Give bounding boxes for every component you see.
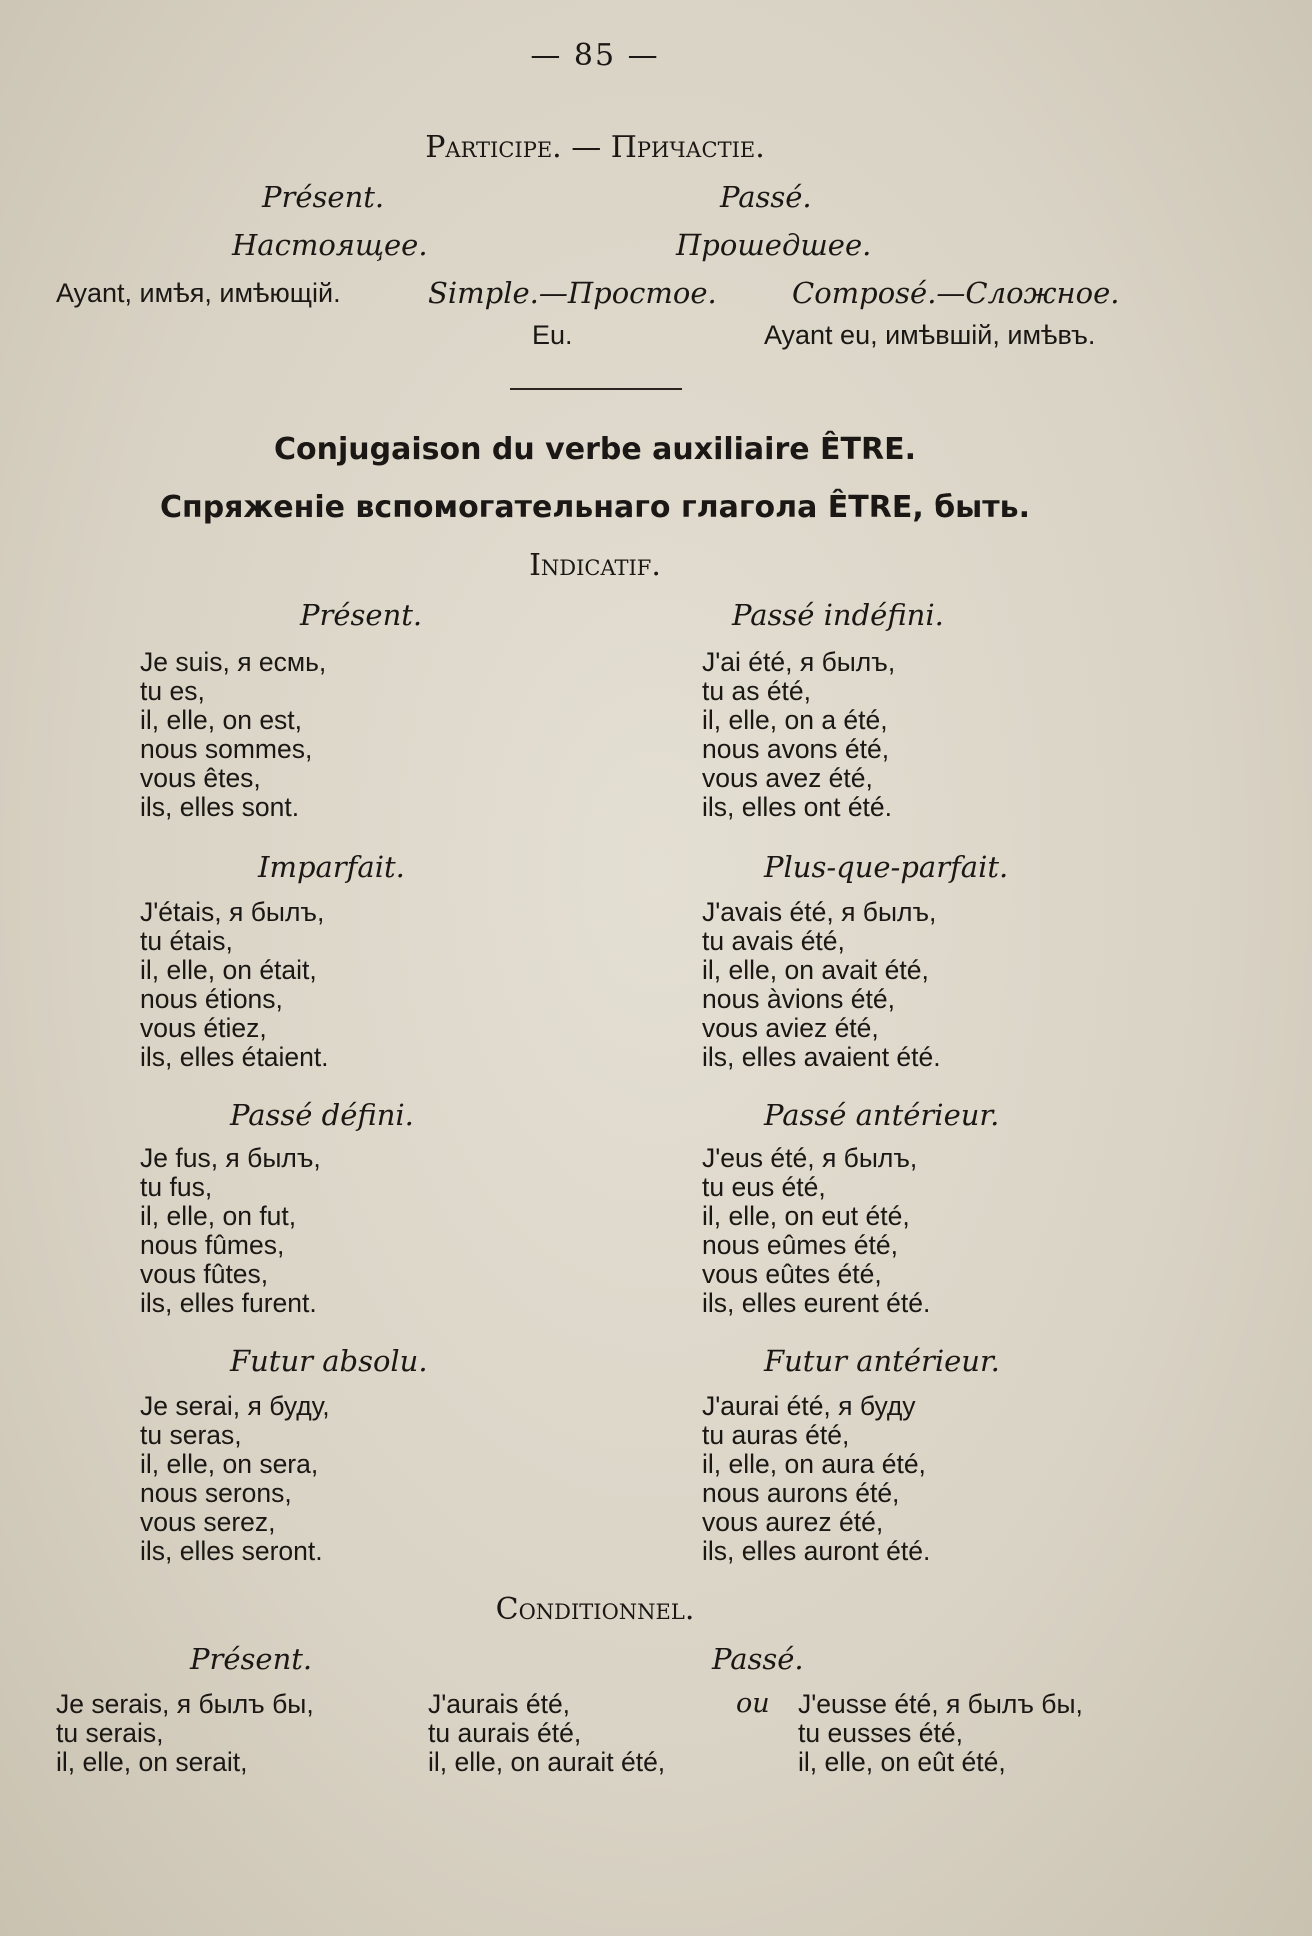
conjugation-line: tu auras été, bbox=[702, 1420, 850, 1450]
conjugation-line: tu aurais été, bbox=[428, 1718, 582, 1748]
conjugation-line: nous fûmes, bbox=[140, 1230, 285, 1260]
conjugation-line: ils, elles seront. bbox=[140, 1536, 323, 1566]
conjugation-line: nous sommes, bbox=[140, 734, 313, 764]
conjugation-line: Je serai, я буду, bbox=[140, 1391, 330, 1421]
conjugation-line: il, elle, on avait été, bbox=[702, 955, 929, 985]
participle-heading: Participe. — Причастіе. bbox=[425, 130, 765, 165]
conjugation-line: tu es, bbox=[140, 676, 205, 706]
conjugation-line: tu as été, bbox=[702, 676, 812, 706]
conjugation-line: vous fûtes, bbox=[140, 1259, 269, 1289]
conjugation-line: Je suis, я есмь, bbox=[140, 647, 327, 677]
conjugation-line: J'aurai été, я буду bbox=[702, 1391, 916, 1421]
conjugation-line: nous avons été, bbox=[702, 734, 890, 764]
conditionnel-ou: ou bbox=[736, 1688, 770, 1719]
conjugation-line: il, elle, on sera, bbox=[140, 1449, 319, 1479]
conjugation-line: ils, elles ont été. bbox=[702, 792, 893, 822]
participle-compose-label: Composé.—Сложное. bbox=[792, 276, 1120, 310]
conjugation-line: J'eus été, я былъ, bbox=[702, 1143, 918, 1173]
conditionnel-present-block bbox=[56, 1690, 314, 1777]
conditionnel-present-label: Présent. bbox=[190, 1642, 313, 1676]
conjugation-line: vous aurez été, bbox=[702, 1507, 884, 1537]
conjugation-line: il, elle, on fut, bbox=[140, 1201, 297, 1231]
conjugation-title-ru: Спряженіе вспомогательнаго глагола ÊTRE, быть. bbox=[159, 490, 1031, 525]
conditionnel-passe-label: Passé. bbox=[712, 1642, 804, 1676]
conjugation-line: vous eûtes été, bbox=[702, 1259, 882, 1289]
conjugation-line: vous êtes, bbox=[140, 763, 261, 793]
tense-label-passe-defini: Passé défini. bbox=[230, 1098, 414, 1132]
conjugation-line: Je serais, я былъ бы, bbox=[56, 1689, 314, 1719]
conjugation-line: ils, elles sont. bbox=[140, 792, 300, 822]
conjugation-line: ils, elles avaient été. bbox=[702, 1042, 941, 1072]
participle-passe-ru: Прошедшее. bbox=[676, 228, 872, 262]
tense-block-plus-que-parfait bbox=[702, 898, 941, 1072]
tense-label-futur-anterieur: Futur antérieur. bbox=[764, 1344, 1000, 1378]
conjugation-title-fr: Conjugaison du verbe auxiliaire ÊTRE. bbox=[274, 432, 916, 467]
conjugation-line: ils, elles étaient. bbox=[140, 1042, 329, 1072]
tense-block-imparfait bbox=[140, 898, 329, 1072]
conjugation-line: vous aviez été, bbox=[702, 1013, 879, 1043]
conjugation-line: vous étiez, bbox=[140, 1013, 267, 1043]
participle-simple-form: Eu. bbox=[532, 320, 573, 350]
conjugation-line: vous avez été, bbox=[702, 763, 873, 793]
conjugation-line: J'ai été, я былъ, bbox=[702, 647, 896, 677]
conjugation-line: J'étais, я былъ, bbox=[140, 897, 325, 927]
conditionnel-passe-block-1 bbox=[428, 1690, 665, 1777]
conjugation-line: vous serez, bbox=[140, 1507, 276, 1537]
conjugation-line: nous aurons été, bbox=[702, 1478, 900, 1508]
tense-block-passe-anterieur bbox=[702, 1144, 930, 1318]
tense-block-passe-indefini bbox=[702, 648, 895, 822]
conjugation-line: il, elle, on aurait été, bbox=[428, 1747, 666, 1777]
participle-present-forms: Ayant, имѣя, имѣющій. bbox=[56, 278, 341, 308]
conjugation-line: J'eusse été, я былъ бы, bbox=[798, 1689, 1083, 1719]
conjugation-line: ils, elles auront été. bbox=[702, 1536, 931, 1566]
conjugation-line: nous étions, bbox=[140, 984, 283, 1014]
tense-label-futur-absolu: Futur absolu. bbox=[230, 1344, 428, 1378]
tense-block-present bbox=[140, 648, 326, 822]
conjugation-line: tu seras, bbox=[140, 1420, 242, 1450]
conjugation-line: nous àvions été, bbox=[702, 984, 895, 1014]
participle-compose-form: Ayant eu, имѣвшій, имѣвъ. bbox=[764, 320, 1096, 350]
section-divider bbox=[510, 388, 682, 390]
participle-present-ru: Настоящее. bbox=[232, 228, 428, 262]
conjugation-line: ils, elles furent. bbox=[140, 1288, 317, 1318]
conjugation-line: il, elle, on eut été, bbox=[702, 1201, 910, 1231]
tense-label-present: Présent. bbox=[300, 598, 423, 632]
conjugation-line: J'aurais été, bbox=[428, 1689, 571, 1719]
conjugation-line: J'avais été, я былъ, bbox=[702, 897, 937, 927]
conjugation-line: nous eûmes été, bbox=[702, 1230, 898, 1260]
conjugation-line: ils, elles eurent été. bbox=[702, 1288, 931, 1318]
conjugation-line: il, elle, on aura été, bbox=[702, 1449, 926, 1479]
conjugation-line: tu serais, bbox=[56, 1718, 164, 1748]
tense-label-passe-anterieur: Passé antérieur. bbox=[764, 1098, 1000, 1132]
participle-present-label: Présent. bbox=[262, 180, 385, 214]
tense-label-passe-indefini: Passé indéfini. bbox=[732, 598, 944, 632]
conjugation-line: il, elle, on est, bbox=[140, 705, 303, 735]
conjugation-line: il, elle, on a été, bbox=[702, 705, 888, 735]
conjugation-line: il, elle, on était, bbox=[140, 955, 317, 985]
conditionnel-heading: Conditionnel. bbox=[495, 1592, 695, 1627]
conditionnel-passe-block-2 bbox=[798, 1690, 1083, 1777]
conjugation-line: Je fus, я былъ, bbox=[140, 1143, 321, 1173]
participle-passe-label: Passé. bbox=[720, 180, 812, 214]
conjugation-line: il, elle, on eût été, bbox=[798, 1747, 1006, 1777]
conjugation-line: tu fus, bbox=[140, 1172, 213, 1202]
tense-block-futur-anterieur bbox=[702, 1392, 930, 1566]
conjugation-line: tu eusses été, bbox=[798, 1718, 963, 1748]
tense-block-passe-defini bbox=[140, 1144, 321, 1318]
tense-label-plus-que-parfait: Plus-que-parfait. bbox=[764, 850, 1009, 884]
conjugation-line: tu eus été, bbox=[702, 1172, 826, 1202]
conjugation-line: tu avais été, bbox=[702, 926, 845, 956]
tense-block-futur-absolu bbox=[140, 1392, 330, 1566]
tense-label-imparfait: Imparfait. bbox=[258, 850, 405, 884]
indicatif-heading: Indicatif. bbox=[529, 548, 661, 583]
participle-simple-label: Simple.—Простое. bbox=[428, 276, 717, 310]
page-number: — 85 — bbox=[530, 38, 660, 73]
conjugation-line: tu étais, bbox=[140, 926, 233, 956]
conjugation-line: nous serons, bbox=[140, 1478, 292, 1508]
conjugation-line: il, elle, on serait, bbox=[56, 1747, 248, 1777]
